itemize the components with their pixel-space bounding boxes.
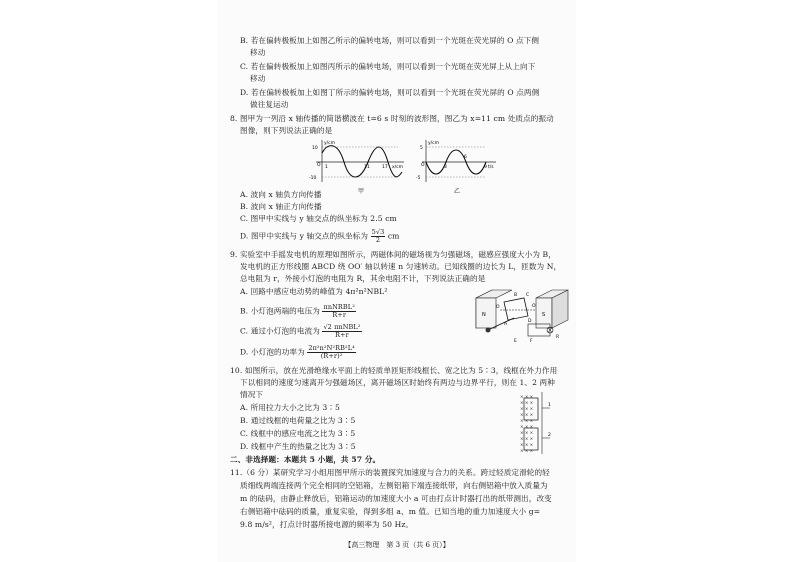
svg-text:× × ×: × × ×	[520, 406, 534, 411]
q8-jia-xtick-11: 11	[364, 165, 370, 170]
q10-stem-line3: 情况下	[240, 390, 264, 399]
q8-yi-origin: O	[421, 163, 425, 168]
svg-text:× × ×: × × ×	[520, 430, 534, 435]
svg-text:× × ×: × × ×	[520, 400, 534, 405]
q9-option-d-text: D. 小灯泡的功率为	[240, 347, 305, 357]
q9-stem-line2: 发电机的正方形线圈 ABCD 绕 OO′ 轴以转速 n 匀速转动。已知线圈的边长为 L，匝数为 N，	[240, 262, 562, 271]
q9-option-d	[240, 345, 356, 360]
q11-line3: m 的砝码，由静止释放后，铝箱运动的加速度大小 a 可由打点计时器打出的纸带测出，改变	[240, 494, 552, 503]
q8-option-d-unit: cm	[387, 231, 400, 241]
q9-option-d-fraction: $\frac{\text{2π²n²N²RB²L⁴}}{\text{(R+r)²}}$	[308, 344, 355, 360]
q8-jia-xtick-1: 1	[325, 165, 328, 170]
q8-option-d-text: D. 图甲中实线与 y 轴交点的纵坐标为	[240, 231, 369, 241]
section-two-heading: 二、非选择题：本题共 5 小题，共 57 分。	[230, 455, 381, 464]
q9-option-a: A. 回路中感应电动势的峰值为 4π²n²NBL²	[240, 287, 388, 296]
q8-stem-line2: 图像，则下列说法正确的是	[240, 126, 333, 135]
q9-fig-E: E	[514, 339, 517, 344]
q10-option-c: C. 线框中的感应电流之比为 3∶5	[240, 429, 356, 438]
svg-text:× × ×: × × ×	[520, 424, 534, 429]
q8-yi-y-label: y/cm	[428, 141, 440, 146]
q8-jia-y-label: y/cm	[324, 141, 336, 146]
svg-text:× × ×: × × ×	[520, 442, 534, 447]
q8-option-d-fraction: $\frac{5√3}{2}$	[371, 228, 385, 244]
svg-text:× × ×: × × ×	[520, 448, 534, 453]
q9-stem-line3: 总电阻为 r，外接小灯泡的电阻为 R，其余电阻不计，下列说法正确的是	[240, 274, 486, 283]
q9-option-b-fraction: $\frac{\text{πnNRBL²}}{R+r}$	[323, 303, 355, 319]
q11-line1: 11.（6 分）某研究学习小组用图甲所示的装置探究加速度与合力的关系。跨过轻质定滑轮的轻	[230, 468, 550, 477]
q10-fig-label-2: 2	[548, 433, 551, 438]
q8-yi-ttick-9: 9	[484, 165, 487, 170]
q10-stem-line1: 10. 如图所示，放在光滑绝缘水平面上的轻质单匝矩形线框长、宽之比为 5∶3，线框在外力作用	[230, 366, 558, 375]
q8-yi-ttick-6: 6	[464, 155, 467, 160]
q9-option-c-fraction: $\frac{\text{√2 πnNBL²}}{R+r}$	[323, 323, 361, 339]
q9-generator-figure	[470, 280, 570, 350]
q8-jia-tick-top: 10	[312, 146, 318, 151]
q9-option-b	[240, 304, 356, 319]
q9-fig-B: B	[514, 293, 518, 298]
q7-option-d-line2: 做往复运动	[250, 100, 289, 109]
q10-option-b: B. 通过线框的电荷量之比为 3∶5	[240, 416, 356, 425]
q8-wave-figure	[308, 138, 408, 186]
q10-option-a: A. 所用拉力大小之比为 3∶5	[240, 403, 340, 412]
q9-fig-D: D	[528, 319, 532, 324]
q8-stem-line1: 8. 图甲为一列沿 x 轴传播的简谐横波在 t=6 s 时刻的波形图，图乙为 x=11 cm 处质点的振动	[230, 114, 554, 123]
svg-text:× × ×: × × ×	[520, 394, 534, 399]
q7-option-d-line1: D. 若在偏转极板加上如图丁所示的偏转电场，则可以看到一个光斑在荧光屏的 O 点两侧	[240, 88, 540, 97]
q8-option-c: C. 图甲中实线与 y 轴交点的纵坐标为 2.5 cm	[240, 214, 397, 223]
q8-yi-tick-bottom: -5	[416, 176, 421, 181]
q10-stem-line2: 下以相同的速度匀速离开匀强磁场区，离开磁场区时始终有两边与边界平行，则在 1、2 两种	[240, 378, 555, 387]
exam-page	[218, 0, 576, 562]
svg-text:× × ×: × × ×	[520, 418, 534, 423]
q9-fig-S: S	[542, 312, 546, 318]
page-footer: 【高三物理 第 3 页（共 6 页）】	[344, 541, 450, 549]
q8-option-b: B. 波向 x 轴正方向传播	[240, 202, 322, 211]
q11-line5: 9.8 m/s²，打点计时器所接电源的频率为 50 Hz。	[240, 520, 414, 529]
q8-jia-origin: O	[317, 163, 321, 168]
q10-option-d: D. 线框中产生的热量之比为 3∶5	[240, 442, 356, 451]
q8-jia-x-label: x/cm	[392, 165, 404, 170]
q8-yi-t-label: t/s	[488, 165, 494, 170]
q8-yi-tick-top: 5	[420, 146, 423, 151]
q7-option-b-line2: 移动	[250, 48, 266, 57]
q9-fig-A: A	[504, 322, 508, 327]
q7-option-c-line2: 移动	[250, 74, 266, 83]
q11-line4: 右侧铝箱中砝码的质量，重复实验，得到多组 a、m 值。已知当地的重力加速度大小 g=	[240, 507, 541, 516]
q11-line2: 质细线两端连接两个完全相同的空铝箱，左侧铝箱下端连接纸带，向右侧铝箱中放入质量为	[240, 481, 548, 490]
q9-fig-O: O	[496, 305, 500, 310]
q8-vibration-figure	[414, 138, 498, 186]
q8-option-a: A. 波向 x 轴负方向传播	[240, 190, 322, 199]
q8-yi-ttick-3: 3	[444, 165, 447, 170]
q8-figure-yi-caption: 乙	[454, 188, 461, 195]
q9-option-b-text: B. 小灯泡两端的电压为	[240, 306, 320, 316]
q7-option-b-line1: B. 若在偏转极板加上如图乙所示的偏转电场，则可以看到一个光斑在荧光屏的 O 点下侧	[240, 36, 540, 45]
q10-fig-label-1: 1	[548, 403, 551, 408]
svg-text:× × ×: × × ×	[520, 412, 534, 417]
q9-option-c-text: C. 通过小灯泡的电流为	[240, 326, 320, 336]
q9-fig-R: R	[556, 335, 560, 340]
q8-figure-jia-caption: 甲	[358, 188, 365, 195]
q9-fig-N: N	[482, 312, 486, 318]
q8-option-d	[240, 229, 399, 244]
q8-jia-tick-bottom: -10	[309, 176, 317, 181]
q7-option-c-line1: C. 若在偏转极板加上如图丙所示的偏转电场，则可以看到一个光斑在荧光屏上从上向下	[240, 62, 536, 71]
q10-magnetic-field-figure	[518, 392, 554, 458]
q9-fig-Oprime: O′	[532, 304, 537, 309]
q9-fig-C: C	[526, 293, 530, 298]
svg-text:× × ×: × × ×	[520, 436, 534, 441]
q8-jia-xtick-17: 17	[382, 165, 388, 170]
q9-option-c	[240, 324, 362, 339]
q9-stem-line1: 9. 实验室中手摇发电机的原理如图所示，两磁体间的磁场视为匀强磁场，磁感应强度大小为 B，	[230, 250, 556, 259]
q9-fig-F: F	[530, 339, 533, 344]
